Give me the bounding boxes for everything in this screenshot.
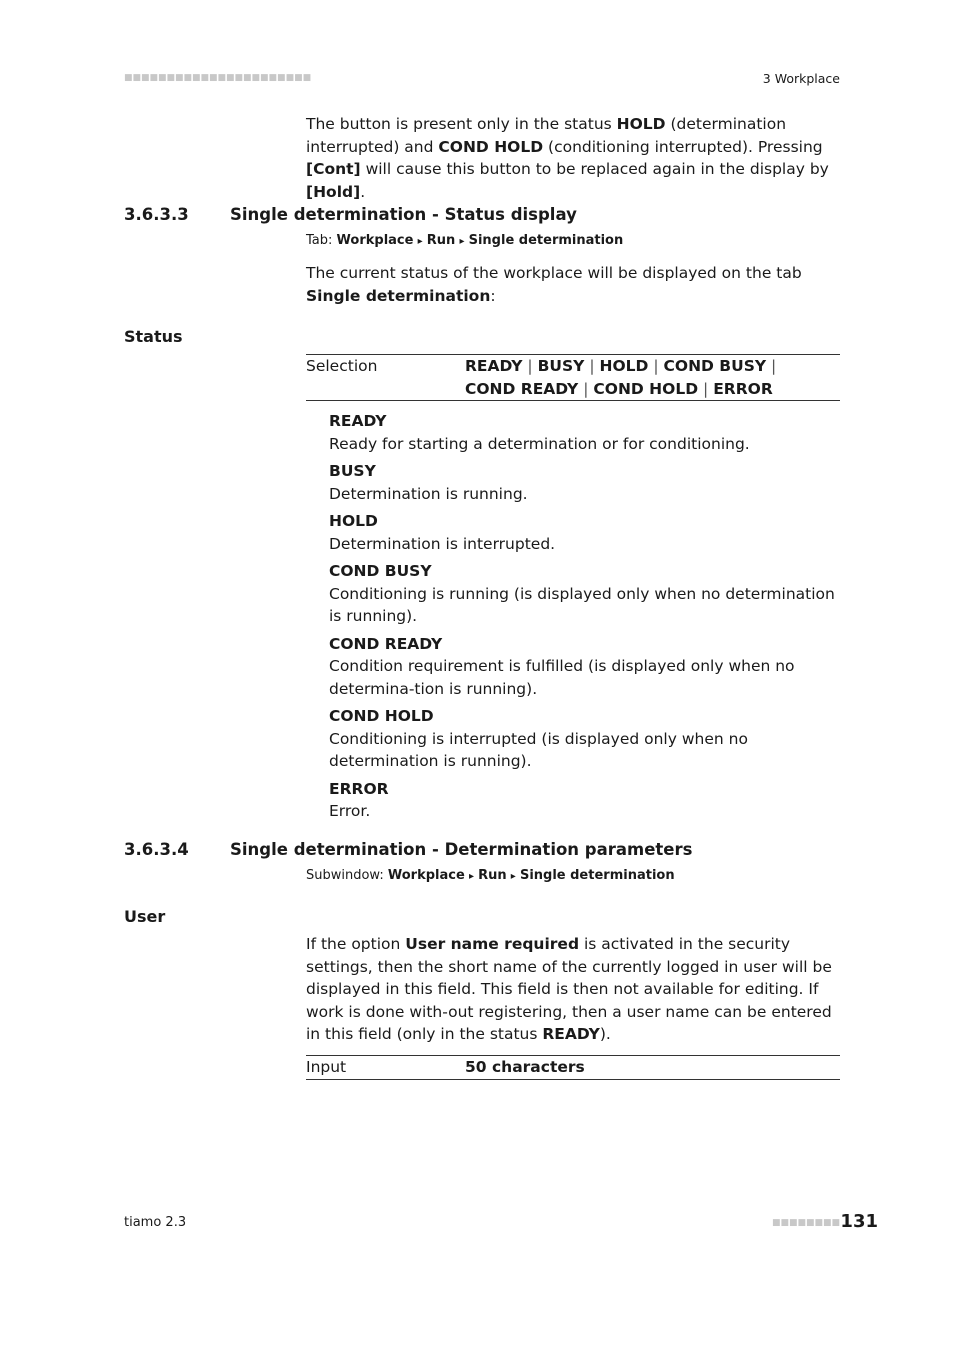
definition-term: ERROR xyxy=(329,779,389,798)
definition-desc: Ready for starting a determination or for conditioning. xyxy=(329,434,750,453)
user-paragraph: If the option User name required is activated in the security settings, then the short name of the currently logged in user will be displayed in this field. This field is then not available for editing. If work is done with-out registering, then a user name can be entered in this field (only in the status READY). xyxy=(306,935,832,1043)
arrow-icon: ▸ xyxy=(459,236,465,247)
breadcrumb: Tab: Workplace ▸ Run ▸ Single determination xyxy=(306,233,624,248)
page-number: 131 xyxy=(840,1211,878,1232)
intro-paragraph: The button is present only in the status HOLD (determination interrupted) and COND HOLD (conditioning interrupted). Pressing [Cont] will cause this button to be replaced again in the display by [Hold]. xyxy=(306,115,829,201)
section-title: Single determination - Determination parameters xyxy=(230,840,693,859)
definition-desc: Determination is interrupted. xyxy=(329,534,556,553)
input-label: Input xyxy=(306,1058,347,1076)
arrow-icon: ▸ xyxy=(468,871,474,882)
definition-desc: Condition requirement is fulfilled (is displayed only when no determina-tion is running). xyxy=(329,657,795,698)
breadcrumb: Subwindow: Workplace ▸ Run ▸ Single determination xyxy=(306,868,675,883)
arrow-icon: ▸ xyxy=(510,871,516,882)
input-value: 50 characters xyxy=(465,1058,585,1076)
definition-desc: Conditioning is interrupted (is displayed only when no determination is running). xyxy=(329,729,748,770)
section-number: 3.6.3.3 xyxy=(124,205,189,224)
status-heading: Status xyxy=(124,327,183,346)
footer-product: tiamo 2.3 xyxy=(124,1215,187,1230)
running-header-chapter: 3 Workplace xyxy=(762,71,840,86)
definition-term: READY xyxy=(329,412,387,430)
definition-desc: Conditioning is running (is displayed only when no determination is running). xyxy=(329,584,835,625)
definition-desc: Error. xyxy=(329,802,371,820)
user-heading: User xyxy=(124,907,166,926)
section-title: Single determination - Status display xyxy=(230,205,577,224)
table-rule-bottom xyxy=(306,1079,840,1080)
section-paragraph: The current status of the workplace will be displayed on the tab Single determination: xyxy=(306,264,802,305)
selection-options: READY | BUSY | HOLD | COND BUSY | COND READY | COND HOLD | ERROR xyxy=(465,357,777,398)
definition-term: BUSY xyxy=(329,462,376,480)
definition-desc: Determination is running. xyxy=(329,484,528,503)
header-decoration: ■■■■■■■■■■■■■■■■■■■■■■ xyxy=(124,73,312,83)
definition-term: COND BUSY xyxy=(329,562,432,580)
arrow-icon: ▸ xyxy=(417,236,423,247)
definition-term: COND HOLD xyxy=(329,707,434,725)
status-definitions xyxy=(329,410,841,823)
selection-label: Selection xyxy=(306,357,378,375)
section-number: 3.6.3.4 xyxy=(124,840,189,859)
table-rule-bottom xyxy=(306,400,840,401)
definition-term: COND READY xyxy=(329,634,443,653)
definition-term: HOLD xyxy=(329,512,378,530)
footer-decoration: ■■■■■■■■ xyxy=(772,1218,841,1228)
